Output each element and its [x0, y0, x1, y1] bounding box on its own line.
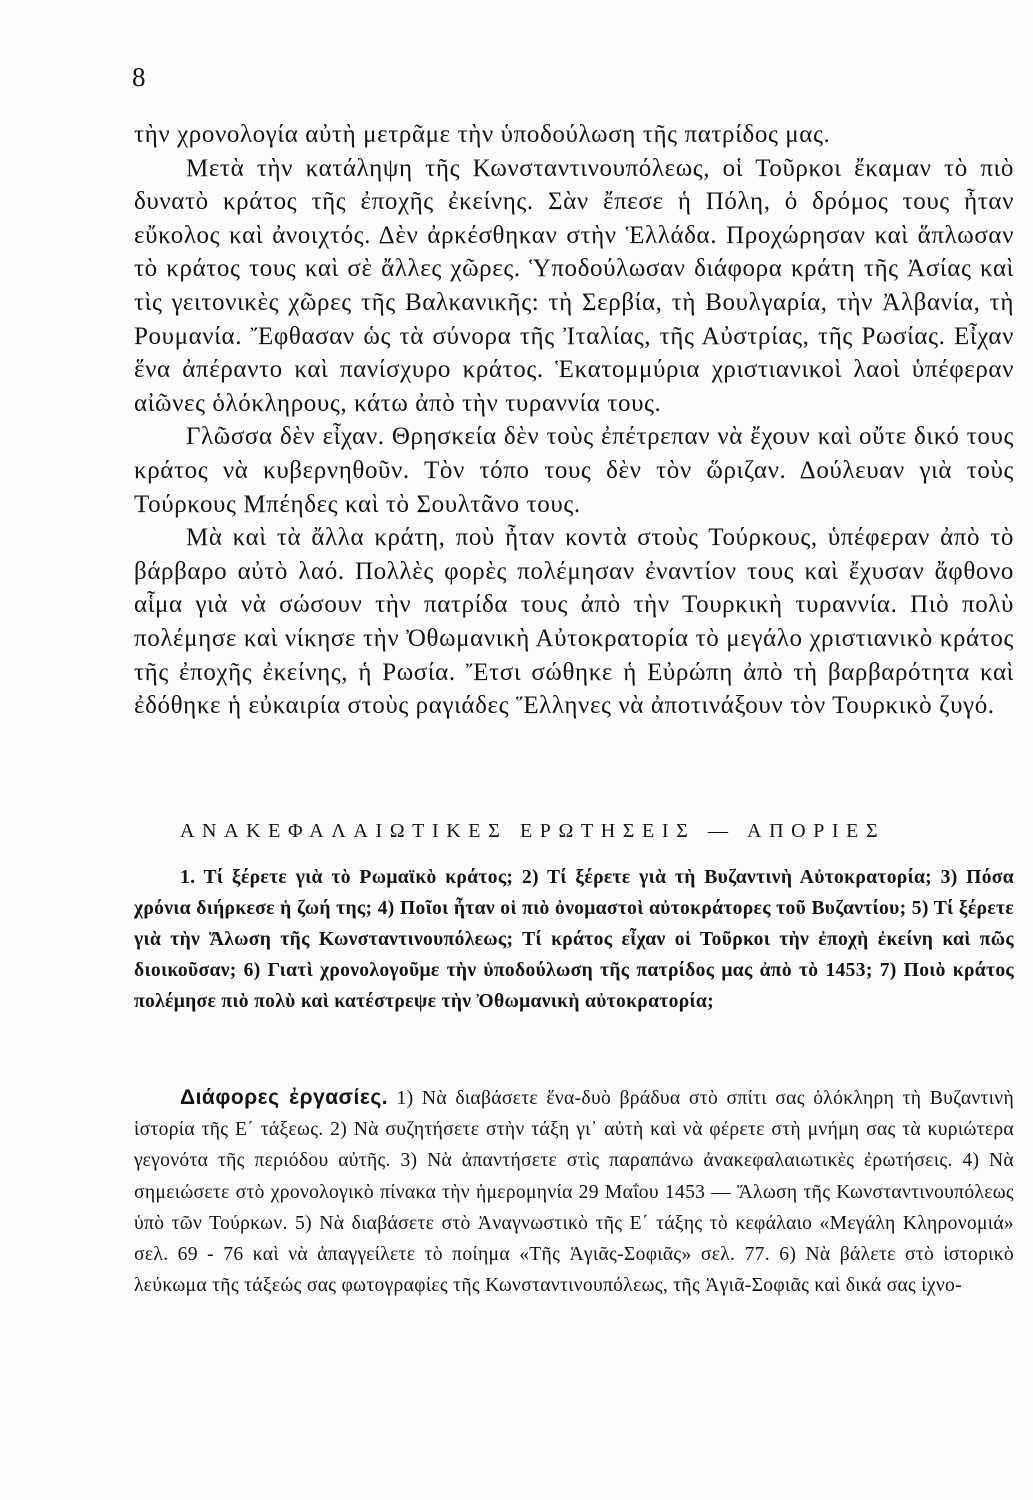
paragraph: Γλῶσσα δὲν εἶχαν. Θρησκεία δὲν τοὺς ἐπέτρεπαν νὰ ἔχουν καὶ οὔτε δικό τους κράτος νὰ κυβερνηθοῦν. Τὸν τόπο τους δὲν τὸν ὥριζαν. Δούλευαν γιὰ τοὺς Τούρκους Μπέηδες καὶ τὸ Σουλτᾶνο τους.	[134, 423, 1014, 518]
exercises-label: Διάφορες ἐργασίες.	[180, 1086, 389, 1109]
exercises	[134, 1082, 1014, 1301]
exercises-paragraph	[134, 1082, 1014, 1301]
paragraph: Μὰ καὶ τὰ ἄλλα κράτη, ποὺ ἦταν κοντὰ στοὺς Τούρκους, ὑπέφεραν ἀπὸ τὸ βάρβαρο αὐτὸ λαό. Πολλὲς φορὲς πολέμησαν ἐναντίον τους καὶ ἔχυσαν ἄφθονο αἷμα γιὰ νὰ σώσουν τὴν πατρίδα τους ἀπὸ τὴν Τουρκικὴ τυραννία. Πιὸ πολὺ πολέμησε καὶ νίκησε τὴν Ὀθωμανικὴ Αὐτοκρατορία τὸ μεγάλο χριστιανικὸ κράτος τῆς ἐποχῆς ἐκείνης, ἡ Ρωσία. Ἔτσι σώθηκε ἡ Εὐρώπη ἀπὸ τὴ βαρβαρότητα καὶ ἐδόθηκε ἡ εὐκαιρία στοὺς ραγιάδες Ἕλληνες νὰ ἀποτινάξουν τὸν Τουρκικὸ ζυγό.	[134, 524, 1014, 720]
exercises-text: 1) Νὰ διαβάσετε ἕνα-δυὸ βράδυα στὸ σπίτι σας ὁλόκληρη τὴ Βυζαντινὴ ἱστορία τῆς Ε΄ τάξεως. 2) Νὰ συζητήσετε στὴν τάξη γι᾿ αὐτὴ καὶ νὰ φέρετε στὴ μνήμη σας τὰ κυριώτερα γεγονότα τῆς περιόδου αὐτῆς. 3) Νὰ ἀπαντήσετε στὶς παραπάνω ἀνακεφαλαιωτικὲς ἐρωτήσεις. 4) Νὰ σημειώσετε στὸ χρονολογικὸ πίνακα τὴν ἡμερομηνία 29 Μαΐου 1453 — Ἅλωση τῆς Κωνσταντινουπόλεως ὑπὸ τῶν Τούρκων. 5) Νὰ διαβάσετε στὸ Ἀναγνωστικὸ τῆς Ε΄ τάξης τὸ κεφάλαιο «Μεγάλη Κληρονομιά» σελ. 69 - 76 καὶ νὰ ἀπαγγείλετε τὸ ποίημα «Τῆς Ἁγιᾶς-Σοφιᾶς» σελ. 77. 6) Νὰ βάλετε στὸ ἱστορικὸ λεύκωμα τῆς τάξεώς σας φωτογραφίες τῆς Κωνσταντινουπόλεως, τῆς Ἁγιᾶ-Σοφιᾶς καὶ δικά σας ἰχνο-	[134, 1088, 1014, 1297]
page-number: 8	[132, 62, 146, 92]
review-questions	[134, 862, 1014, 1017]
section-heading: ΑΝΑΚΕΦΑΛΑΙΩΤΙΚΕΣ ΕΡΩΤΗΣΕΙΣ — ΑΠΟΡΙΕΣ	[180, 820, 886, 842]
paragraph: τὴν χρονολογία αὐτὴ μετρᾶμε τὴν ὑποδούλωση τῆς πατρίδος μας.	[134, 121, 831, 148]
paragraph: Μετὰ τὴν κατάληψη τῆς Κωνσταντινουπόλεως, οἱ Τοῦρκοι ἔκαμαν τὸ πιὸ δυνατὸ κράτος τῆς ἐποχῆς ἐκείνης. Σὰν ἔπεσε ἡ Πόλη, ὁ δρόμος τους ἦταν εὔκολος καὶ ἀνοιχτός. Δὲν ἀρκέσθηκαν στὴν Ἑλλάδα. Προχώρησαν καὶ ἅπλωσαν τὸ κράτος τους καὶ σὲ ἄλλες χῶρες. Ὑποδούλωσαν διάφορα κράτη τῆς Ἀσίας καὶ τὶς γειτονικὲς χῶρες τῆς Βαλκανικῆς: τὴ Σερβία, τὴ Βουλγαρία, τὴν Ἀλβανία, τὴ Ρουμανία. Ἔφθασαν ὡς τὰ σύνορα τῆς Ἰταλίας, τῆς Αὐστρίας, τῆς Ρωσίας. Εἶχαν ἕνα ἀπέραντο καὶ πανίσχυρο κράτος. Ἑκατομμύρια χριστιανικοὶ λαοὶ ὑπέφεραν αἰῶνες ὁλόκληρους, κάτω ἀπὸ τὴν τυραννία τους.	[134, 154, 1014, 417]
body-text	[134, 118, 1014, 723]
questions-text: 1. Τί ξέρετε γιὰ τὸ Ρωμαϊκὸ κράτος; 2) Τί ξέρετε γιὰ τὴ Βυζαντινὴ Αὐτοκρατορία; 3) Πόσα χρόνια διήρκεσε ἡ ζωή της; 4) Ποῖοι ἦταν οἱ πιὸ ὀνομαστοὶ αὐτοκράτορες τοῦ Βυζαντίου; 5) Τί ξέρετε γιὰ τὴν Ἅλωση τῆς Κωνσταντινουπόλεως; Τί κράτος εἶχαν οἱ Τοῦρκοι τὴν ἐποχὴ ἐκείνη καὶ πῶς διοικοῦσαν; 6) Γιατὶ χρονολογοῦμε τὴν ὑποδούλωση τῆς πατρίδος μας ἀπὸ τὸ 1453; 7) Ποιὸ κράτος πολέμησε πιὸ πολὺ καὶ κατέστρεψε τὴν Ὀθωμανικὴ αὐτοκρατορία;	[134, 867, 1014, 1012]
